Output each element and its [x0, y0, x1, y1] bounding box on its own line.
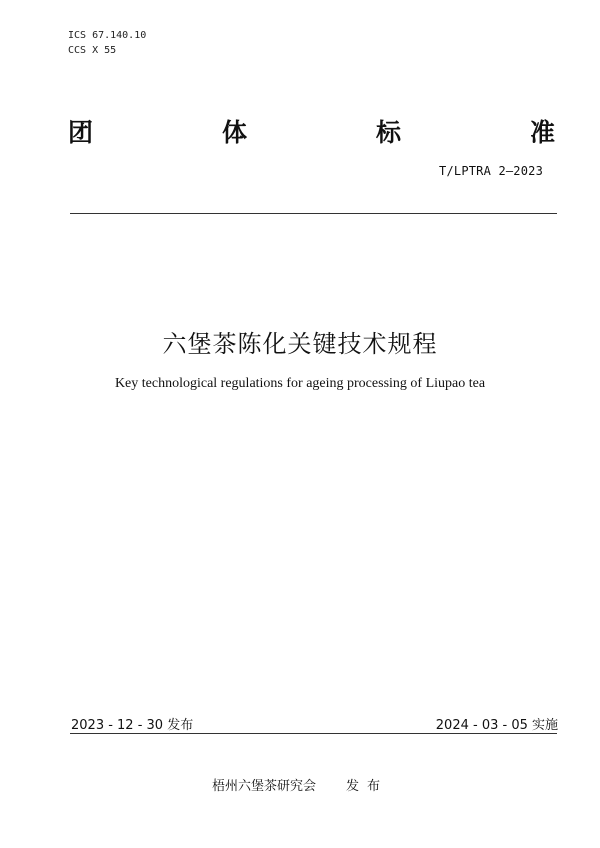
standard-type-heading [68, 113, 555, 149]
publisher-line [0, 775, 600, 794]
ics-code: 67.140.10 [92, 30, 147, 41]
ccs-label: CCS [68, 45, 87, 56]
standard-type-char: 体 [221, 118, 247, 147]
ccs-code: X 55 [92, 45, 117, 56]
bottom-divider [70, 733, 557, 734]
implementation-date: 2024 - 03 - 05 实施 [435, 718, 558, 733]
publisher-action: 发布 [346, 779, 389, 794]
standard-type-char: 准 [529, 118, 555, 147]
issue-date: 2023 - 12 - 30 发布 [71, 718, 194, 733]
classification-codes [68, 28, 146, 58]
ccs-row [68, 43, 146, 58]
ics-row [68, 28, 146, 43]
standard-type-char: 标 [375, 118, 401, 147]
standard-type-char: 团 [68, 118, 94, 147]
standard-number: T/LPTRA 2—2023 [439, 164, 543, 178]
ics-label: ICS [68, 30, 87, 41]
title-english: Key technological regulations for ageing processing of Liupao tea [114, 376, 486, 391]
top-divider [70, 213, 557, 214]
publisher-name: 梧州六堡茶研究会 [211, 779, 316, 794]
title-chinese: 六堡茶陈化关键技术规程 [162, 330, 438, 358]
